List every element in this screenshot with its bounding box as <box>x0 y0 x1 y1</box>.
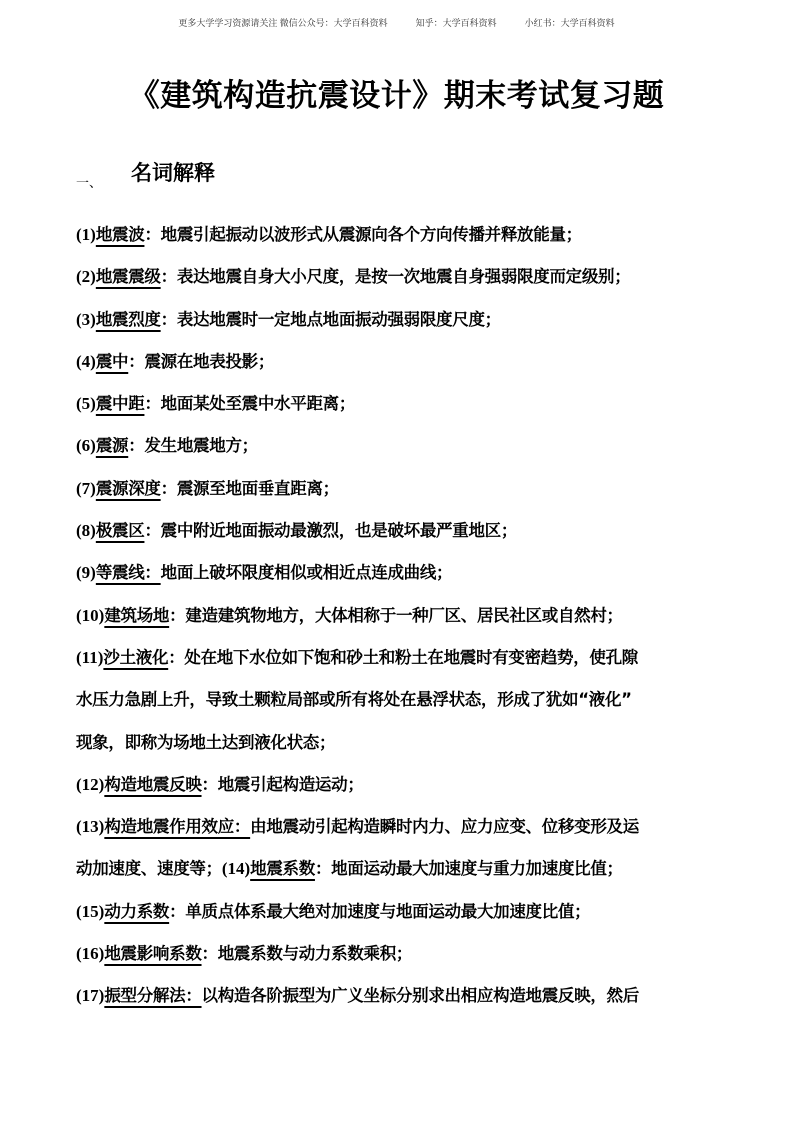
entry-number: (4) <box>76 351 96 371</box>
entry-separator: ： <box>314 859 332 879</box>
entry-number: (15) <box>76 901 105 921</box>
entry-separator: ： <box>169 901 186 921</box>
entry-number: (6) <box>76 436 96 456</box>
entry-number: (12) <box>76 774 105 794</box>
entry-term: 地震波 <box>95 225 145 244</box>
entry-term: 构造地震反映 <box>104 774 202 794</box>
entry-definition: 地震引起构造运动； <box>217 774 364 794</box>
entry-13 <box>76 813 721 855</box>
entry-separator: ： <box>201 944 218 964</box>
entry-17 <box>76 982 721 1024</box>
entry-number: (7) <box>76 478 96 498</box>
entry-term: 建筑场地 <box>104 605 170 625</box>
entry-term: 震中距 <box>95 394 145 414</box>
entry-definition: 地震系数与动力系数乘积； <box>217 944 413 964</box>
entry-term: 极震区 <box>95 521 145 541</box>
entry-definition: 处在地下水位如下饱和砂土和粉土在地震时有变密趋势，使孔隙 <box>184 647 639 667</box>
entry-7 <box>76 475 721 517</box>
document-title: 《建筑构造抗震设计》期末考试复习题 <box>128 78 665 114</box>
entry-definition: 震源至地面垂直距离； <box>176 478 339 498</box>
entry-separator: ： <box>128 436 145 456</box>
entry-term: 震源 <box>95 436 129 456</box>
entry-5 <box>76 390 721 432</box>
section-number: 一、 <box>76 176 103 191</box>
entry-number: (8) <box>76 521 96 541</box>
entry-separator: ： <box>168 647 185 667</box>
entry-1 <box>76 221 721 263</box>
xiaohongshu-note: 小红书：大学百科资料 <box>524 18 615 28</box>
entry-separator: ： <box>160 267 177 287</box>
entry-definition: 地面上破坏限度相似或相近点连成曲线； <box>160 563 453 583</box>
entry-number: (2) <box>76 267 96 287</box>
entry-15 <box>76 898 721 940</box>
entry-number: (1) <box>76 225 96 244</box>
entry-6 <box>76 432 721 474</box>
entry-definition: 表达地震时一定地点地面振动强弱限度尺度； <box>176 309 501 329</box>
entry-number: (17) <box>76 986 105 1006</box>
entry-number: (14) <box>221 859 251 879</box>
entry-number: (16) <box>76 944 105 964</box>
entry-term: 地震系数 <box>250 859 315 879</box>
entry-number: (13) <box>76 817 105 837</box>
entry-term: 等震线： <box>95 563 161 583</box>
entry-definition: 震源在地表投影； <box>144 351 275 371</box>
entry-number: (11) <box>76 647 104 667</box>
entry-12 <box>76 771 721 813</box>
entry-number: (5) <box>76 394 96 414</box>
entry-13-14-line <box>76 855 721 897</box>
entry-3 <box>76 306 721 348</box>
page-header-note <box>0 16 793 29</box>
entry-definition: 地面运动最大加速度与重力加速度比值； <box>331 859 623 879</box>
entry-4 <box>76 348 721 390</box>
entry-term: 动力系数 <box>104 901 170 921</box>
entry-separator: ： <box>128 351 145 371</box>
entry-13-continuation: 动加速度、速度等； <box>76 859 222 879</box>
entry-definition: 建造建筑物地方，大体相称于一种厂区、居民社区或自然村； <box>185 605 623 625</box>
entry-11-continuation-1: 水压力急剧上升，导致土颗粒局部或所有将处在悬浮状态，形成了犹如“液化” <box>76 690 632 710</box>
entry-definition: 以构造各阶振型为广义坐标分别求出相应构造地震反映，然后 <box>201 986 639 1006</box>
entry-definition: 单质点体系最大绝对加速度与地面运动最大加速度比值； <box>185 901 591 921</box>
entry-separator: ： <box>201 774 218 794</box>
document-body <box>76 221 721 1025</box>
entry-term: 振型分解法： <box>104 986 202 1006</box>
section-title: 名词解释 <box>131 161 215 185</box>
entry-definition: 由地震动引起构造瞬时内力、应力应变、位移变形及运 <box>250 817 639 837</box>
entry-separator: ： <box>144 394 161 414</box>
entry-separator: ： <box>144 521 161 541</box>
entry-10 <box>76 602 721 644</box>
entry-8 <box>76 517 721 559</box>
entry-definition: 地震引起振动以波形式从震源向各个方向传播并释放能量； <box>160 225 582 244</box>
entry-9 <box>76 559 721 601</box>
entry-separator: ： <box>144 225 161 244</box>
entry-number: (3) <box>76 309 96 329</box>
entry-11-continuation-2: 现象，即称为场地土达到液化状态； <box>76 732 336 752</box>
wechat-note: 更多大学学习资源请关注 微信公众号：大学百科资料 <box>178 18 388 28</box>
entry-term: 地震影响系数 <box>104 944 202 964</box>
entry-number: (10) <box>76 605 105 625</box>
entry-term: 地震震级 <box>95 267 161 287</box>
entry-definition: 地面某处至震中水平距离； <box>160 394 356 414</box>
entry-16 <box>76 940 721 982</box>
entry-separator: ： <box>160 309 177 329</box>
entry-term: 沙土液化 <box>103 647 169 667</box>
entry-definition: 表达地震自身大小尺度，是按一次地震自身强弱限度而定级别； <box>176 267 631 287</box>
entry-definition: 发生地震地方； <box>144 436 258 456</box>
entry-term: 构造地震作用效应： <box>104 817 251 837</box>
entry-11 <box>76 644 721 686</box>
entry-definition: 震中附近地面振动最激烈，也是破坏最严重地区； <box>160 521 518 541</box>
entry-number: (9) <box>76 563 96 583</box>
entry-term: 震源深度 <box>95 478 161 498</box>
entry-separator: ： <box>169 605 186 625</box>
zhihu-note: 知乎：大学百科资料 <box>415 18 497 28</box>
entry-separator: ： <box>160 478 177 498</box>
entry-2 <box>76 263 721 305</box>
entry-term: 震中 <box>95 351 129 371</box>
entry-term: 地震烈度 <box>95 309 161 329</box>
